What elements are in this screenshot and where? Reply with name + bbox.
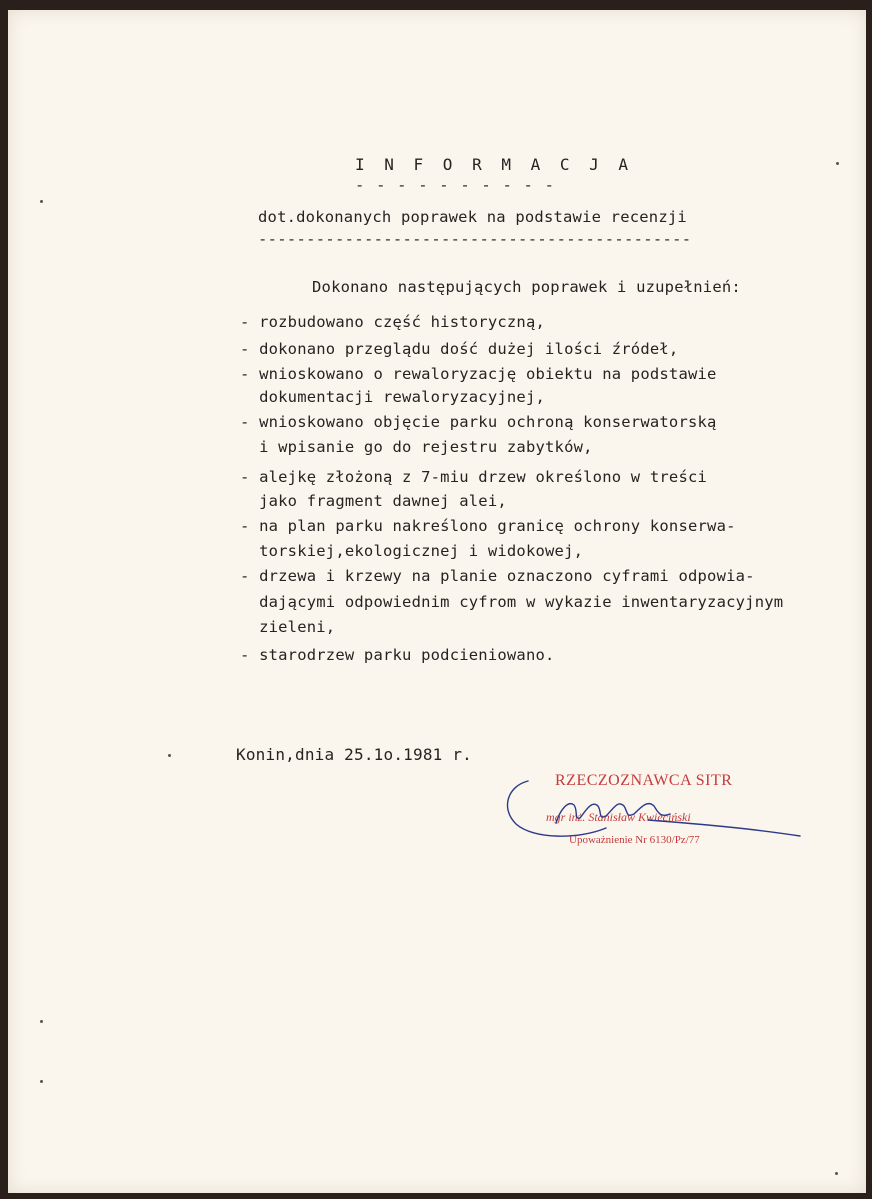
document-page: [8, 10, 866, 1193]
intro-line: Dokonano następujących poprawek i uzupełnień:: [312, 278, 741, 296]
list-line: dającymi odpowiednim cyfrom w wykazie inwentaryzacyjnym: [240, 593, 784, 611]
title-underline: - - - - - - - - - -: [355, 176, 556, 194]
list-line: torskiej,ekologicznej i widokowej,: [240, 542, 584, 560]
hole-mark-icon: [40, 1080, 43, 1083]
list-line: - alejkę złożoną z 7-miu drzew określono w treści: [240, 468, 708, 486]
list-line: - dokonano przeglądu dość dużej ilości źródeł,: [240, 340, 679, 358]
document-subtitle: dot.dokonanych poprawek na podstawie recenzji: [258, 208, 687, 226]
list-line: - rozbudowano część historyczną,: [240, 313, 546, 331]
hole-mark-icon: [40, 200, 43, 203]
stamp-name: mgr inż. Stanisław Kwieciński: [546, 810, 691, 824]
document-title: I N F O R M A C J A: [355, 155, 634, 174]
signature-icon: [8, 10, 866, 1193]
stamp-title: RZECZOZNAWCA SITR: [555, 772, 733, 789]
list-line: - drzewa i krzewy na planie oznaczono cyframi odpowia-: [240, 567, 755, 585]
list-line: - wnioskowano o rewaloryzację obiektu na podstawie: [240, 365, 717, 383]
list-line: - wnioskowano objęcie parku ochroną konserwatorską: [240, 413, 717, 431]
list-line: - starodrzew parku podcieniowano.: [240, 646, 555, 664]
list-line: jako fragment dawnej alei,: [240, 492, 507, 510]
list-line: dokumentacji rewaloryzacyjnej,: [240, 388, 546, 406]
date-line: Konin,dnia 25.1o.1981 r.: [236, 745, 472, 764]
list-line: - na plan parku nakreślono granicę ochrony konserwa-: [240, 517, 736, 535]
hole-mark-icon: [40, 1020, 43, 1023]
hole-mark-icon: [168, 754, 171, 757]
hole-mark-icon: [836, 162, 839, 165]
subtitle-underline: ---------------------------------------------: [258, 230, 692, 248]
stamp-authorization: Upoważnienie Nr 6130/Pz/77: [569, 834, 700, 846]
list-line: i wpisanie go do rejestru zabytków,: [240, 438, 593, 456]
list-line: zieleni,: [240, 618, 336, 636]
hole-mark-icon: [835, 1172, 838, 1175]
